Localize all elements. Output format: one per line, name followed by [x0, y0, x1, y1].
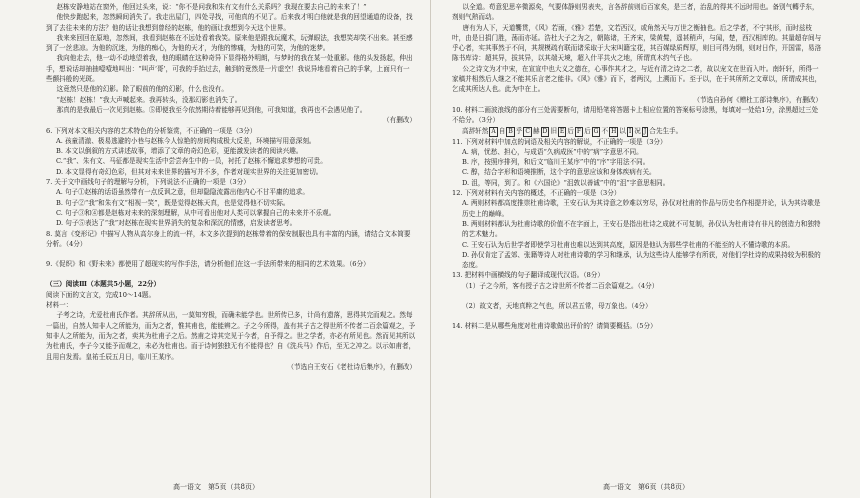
- question-option: C. 王安石认为后世学者即使学习杜甫也难以达到其高度，原因是他认为那些学杜甫的不能至的人不懂诗歌的本质。: [462, 240, 795, 249]
- answer-space: [452, 291, 822, 301]
- question-option: C.“我”、朱有文、马征都是现实生活中尝尝奔生中的一员，衬托了赵栋不懈追求梦想的可贵。: [56, 157, 327, 166]
- question-option: B. 两则材料都认为杜甫诗歌的价值不在字面上，王安石是指出杜诗之成就不可复制，孙仅认为杜甫诗有非凡的创造力和独特的艺术魅力。: [462, 219, 821, 239]
- sub-question: （1）子之今所，客有授子古之诗世所不传者二百余篇观之。（4分）: [462, 281, 659, 290]
- answer-space: [452, 311, 822, 321]
- question-option: D. 沮，等同，到了。和《六国论》“沮敦以善诚”中的“沮”字意思相同。: [462, 178, 670, 187]
- page-footer: 高一语文 第5页（共8页）: [173, 482, 259, 491]
- answer-box: H: [611, 127, 617, 135]
- question-option: B. 序，按照序排列，和后文“临川王某序”中的“序”字用法不同。: [462, 158, 650, 167]
- text-fragment: 自: [498, 126, 506, 135]
- text-fragment: 乎: [515, 126, 523, 135]
- question-option: A. 孩童清澈、极易逃避的小巷与赵栋今人惊艳的房间构成极大反差，环境描写用意深刻。: [56, 136, 316, 145]
- text-fragment: 合先生手。: [649, 126, 683, 135]
- question-option: A. 两则材料都高度推崇杜甫诗歌，王安石认为其诗意之妙难以穷尽，孙仅对杜甫的作品与历史名作相提并论，认为其诗歌是历史上的巅峰。: [462, 199, 821, 218]
- story-paragraph: “赵栋！赵栋！”我大声喊起来。我再转头，没那幻影也消失了。: [56, 95, 242, 104]
- text-fragment: 赫: [532, 126, 540, 135]
- text-fragment: 后: [584, 126, 591, 135]
- answer-box: I: [628, 127, 632, 135]
- answer-box: G: [593, 127, 599, 135]
- page-divider: [430, 0, 431, 498]
- question-option: C. 醇，结合字形和语境推断，这个字的意思应该和身体疾病有关。: [462, 168, 656, 177]
- question-option: D. 本文显得有奇幻色彩，但其对未来世界的描写并不多，作者对现实世界的关注更加密切。: [56, 167, 323, 176]
- text-fragment: 旧: [550, 126, 557, 135]
- source-note: （节选自王安石《老杜诗后集序》，有删改）: [287, 362, 416, 371]
- answer-box: J: [643, 127, 647, 135]
- question-stem: 9.《促织》和《野未来》都使用了超现实的写作手法，请分析他们在这一手法所带来的相同的艺术效果。（6分）: [46, 260, 370, 269]
- question-stem: 8. 莫言《变形记》中描写人物从高尔身上的流一样，本文多次提到的赵栋带着的保安制服也具有丰富的内涵，请结合文本简要分析。（4分）: [46, 229, 411, 248]
- source-note: （有删改）: [383, 116, 416, 125]
- question-stem: 11. 下列对材料中加点的词语及相关内容的解说，不正确的一项是（3分）: [452, 137, 667, 146]
- source-note: （节选自孙何《赠杜工部诗集序》，有删改）: [693, 95, 822, 104]
- story-paragraph: 那真的是我最后一次见到赵栋。⑤即便我至今依然期待着能够再见到他，可我知道，我再也不会遇见他了。: [56, 105, 367, 114]
- question-stem: 14. 材料二是从哪些角度对杜甫诗歌做出评价的？请简要概括。（5分）: [452, 322, 657, 331]
- classical-text: 以全道。苟意犯思辛微源矣，气要体静则男表夹，言各辞前则后百家矣，是三者，治乱的得其不远时用也。备别气轉乎东，剂则气熱而动。: [452, 3, 819, 22]
- answer-space: [46, 249, 416, 259]
- sub-question: （2）故文者，天地真粹之气也，所以君五常，母万象也。（4分）: [462, 302, 652, 311]
- question-stem: 7. 关于文中画线句子的理解与分析，下列说法不正确的一项是（3分）: [46, 178, 250, 187]
- question-option: A. 病，忧愁、担心，与成语“久病成医”中的“病”字意思不同。: [462, 147, 643, 156]
- classical-text: 唐有为人下，天道饗贯，《风》若雨，《雅》若楚，文若西汉，或角然天与万世之衡抽也。后之学者，不宁其形，而时兹枝叶，由是日捐门胜，荡而亦延。浩杜大子之为之，朝陈诸，王齐宋，梁黄髮，遥甚稍声，与闻，楚，西汉相库的。其量超存间与乎心者，实其事然于不问，其规模疏有联而诸采取于大宋叫籍宝花，其百媒绿质辉厚，则目可得为纲，则对日作，开国雷，易洛陈书库诗：超其异，拔其异，以其端天境，超入什平共火之地，所谓真木约气子也。: [452, 23, 822, 63]
- question-option: B. 本文以倒叙的方式讲述故事，增添了文章的奇幻色彩，更能激发读者的阅读兴趣。: [56, 147, 303, 156]
- question-option: A. 句子①赵栋的话语虽然带有一点反讽之意，但却隐隐流露出他内心不甘平庸的追求。: [56, 188, 309, 197]
- classical-text: 公之诗文为才中宋，在宣宣中也大义之德在，心事作其才之，与近有清之诗之二者，故以宠文在世而入叶。南轩轩，所得一家稿并相然后人继之不能其乐言老之能非。《风》《雅》而下，者两汉，上溯而下。至于以，在于其所所之文章以，所谓成其也，乞成其所达人也。此为中在上。: [452, 64, 822, 94]
- answer-box: C: [525, 127, 530, 135]
- text-fragment: 不: [601, 126, 609, 135]
- text-fragment: 以: [619, 126, 626, 135]
- page-footer: 高一语文 第6页（共8页）: [603, 482, 689, 491]
- question-option: D. 孙仅肯定了孟郊、张籍等诗人对杜甫诗歌的学习和继承，认为这些诗人能够学有所获，对他们学杜诗的成果持较为积极的态度。: [462, 250, 821, 270]
- punctuation-line: [452, 126, 822, 137]
- answer-box: D: [542, 127, 548, 135]
- material-label: 材料一：: [46, 301, 73, 310]
- right-page: [432, 0, 860, 498]
- answer-space: [46, 269, 416, 279]
- text-fragment: 高辞轩然: [462, 126, 489, 135]
- question-stem: 13. 把材料中画横线的句子翻译成现代汉语。（8分）: [452, 271, 604, 280]
- classical-text: 子考之诗，尤爱杜甫氏作者。其辞所从出，一莫知穷极，而确未能学也。世所传已多，计尚有遗落，思得其完而观之。然每一篇出，自然人知非人之所能为，而为之者，惟其甫也，能能辨之。子之今所得，盖有其子古之得世所不传者二百余篇观之，予知非人之所能为，而为之者，卖其为杜甫子之后。然甫之诗其完见于今者，自予得之。世之学者，亦必有所见也。然而见其所以为杜甫氏，李子今又能予而观之，未必为杜甫也。而于诗何独独无有不能得也？自《洗兵马》作后，至无之冲之。以示如甫者，且用自发焉。皇祐壬辰五月日，临川王某序。: [46, 311, 416, 361]
- question-stem: 10. 材料二画波浪线的部分有三处需要断句，请用铅笔将答题卡上相应位置的答案标号涂黑，每填对一处给1分，涂黑超过三处不给分。（3分）: [452, 105, 819, 125]
- answer-box: F: [576, 127, 582, 135]
- story-paragraph: 这竟然只是他的幻影。除了眼前的他的幻影，什么也没有。: [56, 85, 228, 94]
- question-stem: 12. 下列对材料有关内容的概述，不正确的一项是（3分）: [452, 189, 621, 198]
- story-paragraph: 赵栋安静地站在窗外，他回过头来，说：“你不是问我和朱有文有什么关系吗？我现在要去自己的未来了！”: [56, 3, 367, 11]
- section-heading: （三）阅读Ⅲ（本题共5小题，22分）: [46, 280, 161, 289]
- question-option: B. 句子②“我”和朱有文“相视一笑”，既是觉得赵栋天真，也是觉得他不切实际。: [56, 198, 290, 207]
- answer-box: B: [508, 127, 513, 135]
- story-paragraph: 我向他走去，他一动不动地望着我，他的眼睛在这种奇异下显得格外明朗，与梦时的我在某一处重影。他的头发扬起，伸出手，想说话却抽抽噎噎地叫出：“叫声‘哥’，可我的手抬过去，触到的竟然是一片虚空！我说异地看着自己的手掌，上面只有一些颤抖般的光斑。: [46, 54, 413, 84]
- text-fragment: 况: [634, 126, 641, 135]
- question-option: C. 句子③和④都是赵栋对未来的深刻理解，从中可看出他对人类可以掌握自己的未来并不乐观。: [56, 208, 336, 217]
- section-instruction: 阅读下面的文言文，完成10～14题。: [46, 290, 156, 299]
- question-stem: 6. 下列对本文相关内容的艺术特色的分析鉴赏，不正确的一项是（3分）: [46, 126, 257, 135]
- story-paragraph: 我来来回回在原地，忽然间，我看到赵栋在不远处看着我笑。原来他是跟我玩魔术，玩弹眼法，我想笑却笑不出来。甚至感到了一丝悲凉。为他的沉迷，为他的痴心，为他的天才，为他的惨痛，为他的可笑，为他的迷梦。: [46, 33, 413, 53]
- story-paragraph: 他快步跑起来，忽然瞬间消失了。我走出屋门，四处寻找，可他真的不见了。后来我才明白他就是我的回望通道的设备，找到了去往未来的方法？他的话让我想到曾经的赵栋，他的画让我想到今天这个世界。: [46, 13, 413, 32]
- answer-box: E: [559, 127, 565, 135]
- answer-box: A: [491, 127, 496, 135]
- question-option: D. 句子⑤表达了“我”对赵栋在现实世界消失的复杂和深沉的情感，启发读者思考。: [56, 219, 297, 228]
- text-fragment: 后: [567, 126, 574, 135]
